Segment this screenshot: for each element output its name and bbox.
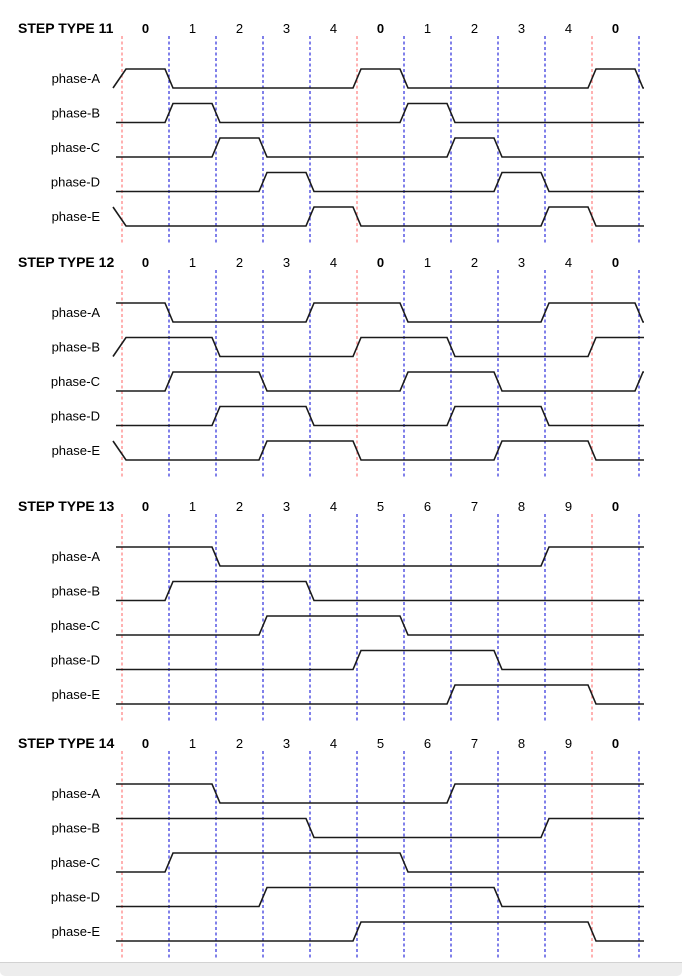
step-label: 0 bbox=[611, 736, 620, 751]
phase-label: phase-E bbox=[51, 924, 100, 939]
phase-label: phase-D bbox=[50, 408, 100, 424]
waveform-phase-C bbox=[116, 853, 644, 872]
step-label: 0 bbox=[611, 21, 620, 36]
step-label: 2 bbox=[235, 255, 244, 270]
step-label: 4 bbox=[329, 736, 338, 751]
waveform-phase-B bbox=[116, 582, 644, 601]
phase-label: phase-C bbox=[50, 855, 100, 870]
section-step-type bbox=[18, 735, 644, 959]
waveform-phase-B bbox=[116, 819, 644, 838]
section-title: STEP TYPE 14 bbox=[18, 735, 115, 751]
phase-label: phase-A bbox=[51, 71, 100, 86]
step-label: 1 bbox=[423, 21, 432, 36]
step-label: 4 bbox=[564, 255, 573, 270]
step-label: 3 bbox=[282, 499, 291, 514]
waveform-phase-B bbox=[116, 104, 644, 123]
waveform-phase-A bbox=[116, 547, 644, 566]
step-label: 0 bbox=[611, 255, 620, 270]
step-label: 0 bbox=[141, 499, 150, 514]
step-label: 7 bbox=[470, 736, 479, 751]
step-label: 1 bbox=[188, 21, 197, 36]
waveform-phase-C bbox=[116, 616, 644, 635]
phase-label: phase-A bbox=[51, 305, 100, 320]
step-label: 0 bbox=[611, 499, 620, 514]
step-label: 0 bbox=[376, 21, 385, 36]
step-label: 1 bbox=[188, 736, 197, 751]
phase-label: phase-C bbox=[50, 618, 100, 633]
waveform-phase-A bbox=[113, 69, 644, 88]
waveform-phase-A bbox=[116, 784, 644, 803]
step-label: 8 bbox=[517, 736, 526, 751]
step-label: 4 bbox=[329, 499, 338, 514]
waveform-phase-D bbox=[116, 173, 644, 192]
step-label: 5 bbox=[376, 499, 385, 514]
phase-label: phase-B bbox=[51, 339, 100, 355]
step-label: 2 bbox=[235, 21, 244, 36]
waveform-phase-E bbox=[116, 922, 644, 941]
phase-label: phase-E bbox=[51, 443, 100, 458]
step-label: 2 bbox=[470, 21, 479, 36]
phase-label: phase-A bbox=[51, 786, 100, 801]
step-label: 3 bbox=[517, 255, 526, 270]
waveform-phase-E bbox=[113, 441, 644, 460]
step-label: 3 bbox=[282, 736, 291, 751]
step-label: 2 bbox=[235, 499, 244, 514]
step-label: 0 bbox=[376, 255, 385, 270]
phase-label: phase-E bbox=[51, 687, 100, 702]
section-title: STEP TYPE 12 bbox=[18, 254, 115, 270]
step-label: 2 bbox=[235, 736, 244, 751]
waveform-phase-D bbox=[116, 407, 644, 426]
phase-label: phase-B bbox=[51, 820, 100, 836]
section-step-type bbox=[18, 20, 644, 244]
step-label: 0 bbox=[141, 255, 150, 270]
waveform-phase-B bbox=[113, 338, 644, 357]
section-title: STEP TYPE 11 bbox=[18, 20, 114, 36]
phase-label: phase-D bbox=[50, 889, 100, 905]
phase-label: phase-B bbox=[51, 583, 100, 599]
step-label: 8 bbox=[517, 499, 526, 514]
waveform-phase-D bbox=[116, 888, 644, 907]
step-label: 6 bbox=[423, 736, 432, 751]
step-label: 6 bbox=[423, 499, 432, 514]
waveform-phase-C bbox=[116, 138, 644, 157]
phase-label: phase-E bbox=[51, 209, 100, 224]
step-label: 3 bbox=[282, 255, 291, 270]
step-label: 4 bbox=[329, 21, 338, 36]
step-label: 3 bbox=[517, 21, 526, 36]
waveform-phase-D bbox=[116, 651, 644, 670]
step-label: 3 bbox=[282, 21, 291, 36]
step-label: 7 bbox=[470, 499, 479, 514]
step-label: 0 bbox=[141, 21, 150, 36]
step-label: 1 bbox=[188, 255, 197, 270]
phase-label: phase-C bbox=[50, 374, 100, 389]
phase-label: phase-A bbox=[51, 549, 100, 564]
step-label: 4 bbox=[564, 21, 573, 36]
phase-label: phase-B bbox=[51, 105, 100, 121]
waveform-phase-A bbox=[116, 303, 644, 322]
step-label: 5 bbox=[376, 736, 385, 751]
section-step-type bbox=[18, 498, 644, 722]
step-label: 1 bbox=[188, 499, 197, 514]
section-title: STEP TYPE 13 bbox=[18, 498, 115, 514]
phase-label: phase-C bbox=[50, 140, 100, 155]
step-label: 1 bbox=[423, 255, 432, 270]
step-label: 4 bbox=[329, 255, 338, 270]
step-label: 9 bbox=[564, 736, 573, 751]
step-label: 0 bbox=[141, 736, 150, 751]
step-label: 2 bbox=[470, 255, 479, 270]
step-label: 9 bbox=[564, 499, 573, 514]
page-bottom-bar bbox=[0, 962, 682, 976]
phase-label: phase-D bbox=[50, 652, 100, 668]
waveform-phase-E bbox=[116, 685, 644, 704]
waveform-phase-E bbox=[113, 207, 644, 226]
waveform-phase-C bbox=[116, 372, 644, 391]
phase-label: phase-D bbox=[50, 174, 100, 190]
section-step-type bbox=[18, 254, 644, 478]
